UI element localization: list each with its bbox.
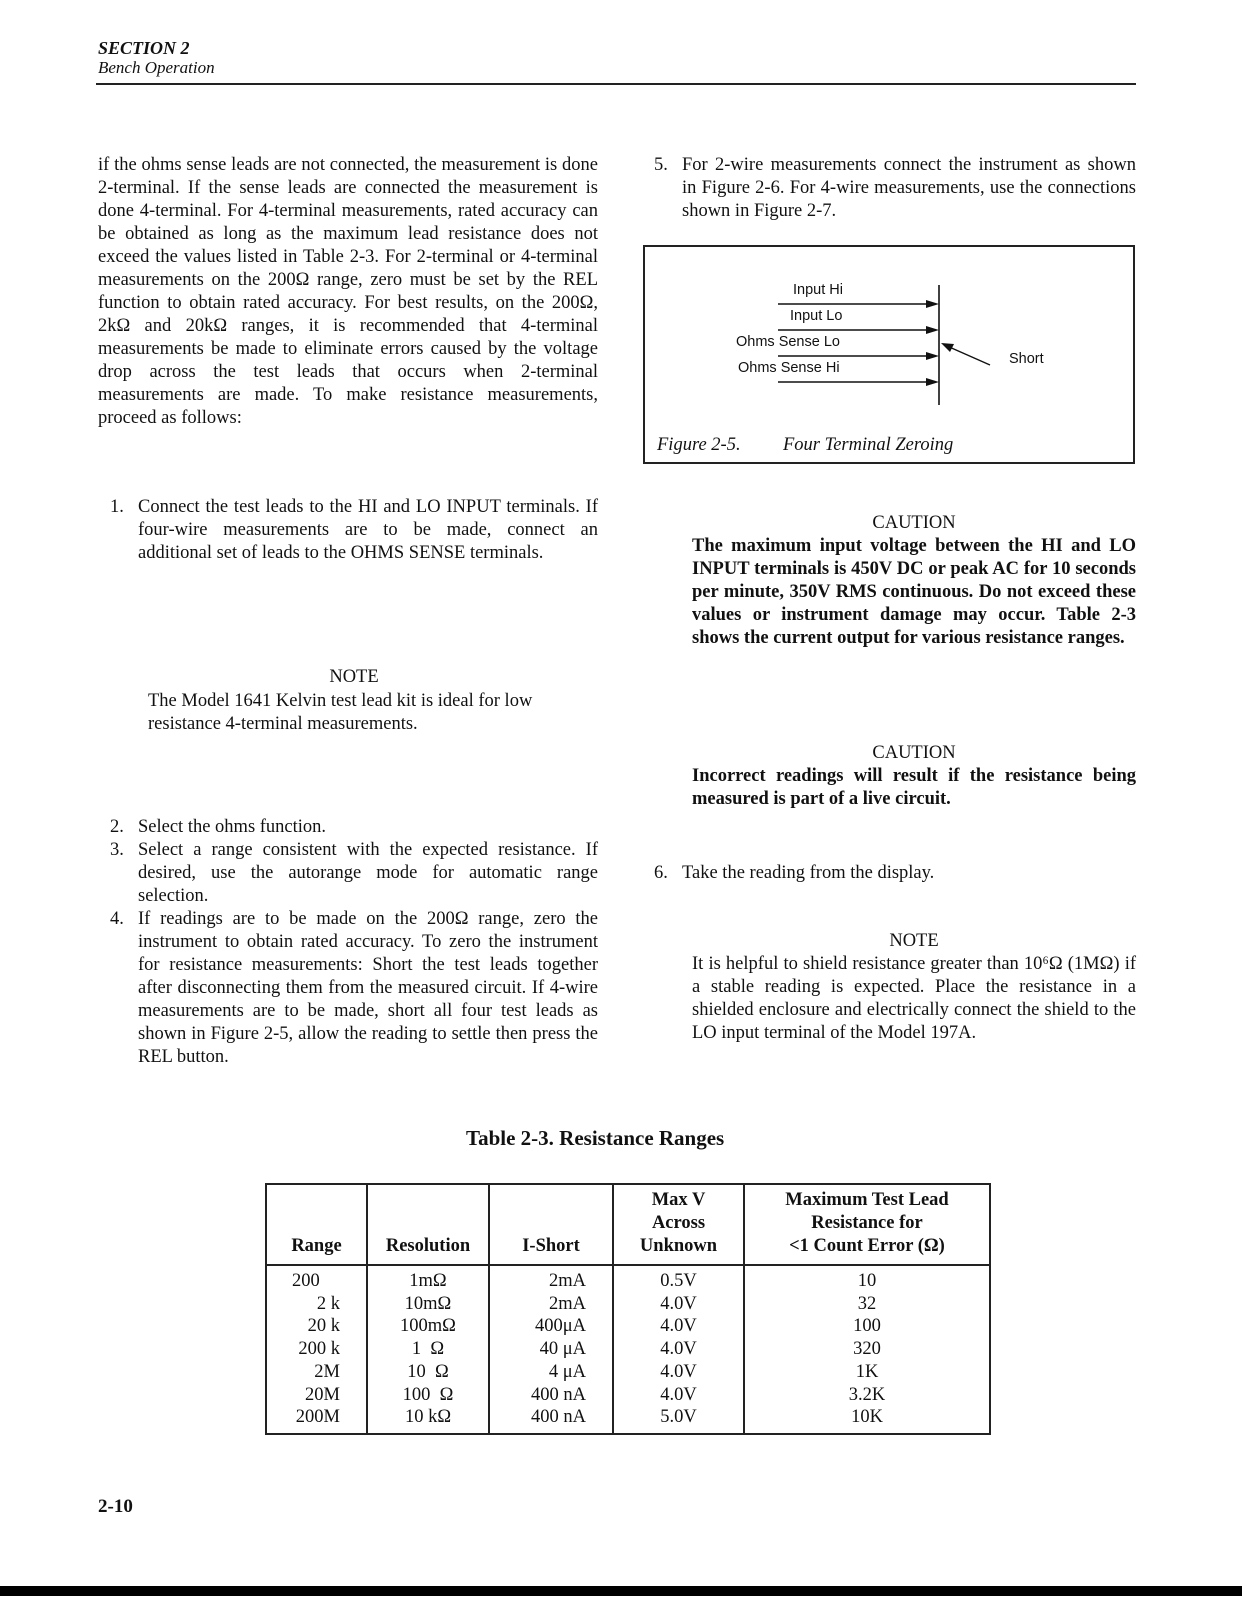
caution-body: Incorrect readings will result if the resistance being measured is part of a live circuit. [692,766,1136,809]
step-number: 5. [654,155,668,175]
step-text: Select a range consistent with the expected resistance. If desired, use the autorange mode for automatic range selection. [138,840,598,906]
caution-title: CAUTION [872,513,956,533]
intro-paragraph: if the ohms sense leads are not connected, the measurement is done 2-terminal. If the sense leads are connected the measurement is done 4-terminal. For 4-terminal measurements, rated accuracy can be obtained as long as the maximum lead resistance does not exceed the values listed in Table 2-3. For 2-terminal or 4-terminal measurements on the 200Ω range, zero must be set by the REL function to obtain rated accuracy. For best results, on the 200Ω, 2kΩ and 20kΩ ranges, it is recommended that 4-terminal measurements be made to eliminate errors caused by the voltage drop across the test leads that occurs when 2-terminal measurements are made. To make resistance measurements, proceed as follows: [98,155,598,428]
step-number: 6. [654,863,668,883]
note-title: NOTE [329,667,379,687]
arrow-icon [926,352,939,360]
four-terminal-diagram [645,247,1133,462]
column-max-v: 0.5V 4.0V 4.0V 4.0V 4.0V 4.0V 5.0V [613,1265,744,1434]
list-item [110,908,598,1068]
footer-rule [0,1586,1242,1596]
column-resolution: 1mΩ 10mΩ 100mΩ 1 Ω 10 Ω 100 Ω 10 kΩ [367,1265,489,1434]
step-text: If readings are to be made on the 200Ω range, zero the instrument to obtain rated accuracy. To zero the instrument for resistance measurements: Short the test leads together after disconnecting them from the measured circuit. If 4-wire measurements are to be made, short all four test leads as shown in Figure 2-5, allow the reading to settle then press the REL button. [138,909,598,1067]
figure-caption-number: Figure 2-5. [657,435,741,455]
table-body [266,1265,990,1434]
arrow-icon [926,300,939,308]
step-number: 4. [110,909,124,929]
arrow-icon [926,326,939,334]
list-item [110,816,598,840]
step-text: Select the ohms function. [138,817,327,837]
section-label: SECTION 2 [98,38,190,58]
figure-label: Ohms Sense Hi [738,360,840,376]
header-max-v: Max V Across Unknown [613,1184,744,1265]
caution-body: The maximum input voltage between the HI and LO INPUT terminals is 450V DC or peak AC for 10 seconds per minute, 350V RMS continuous. Do not exceed these values or instrument damage may occur. Table 2-3 shows the current output for various resistance ranges. [692,536,1136,648]
note-body: The Model 1641 Kelvin test lead kit is ideal for low resistance 4-terminal measurements. [148,691,533,734]
section-subtitle: Bench Operation [98,58,215,77]
figure-label: Input Lo [790,308,843,324]
header-max-lead: Maximum Test Lead Resistance for <1 Count Error (Ω) [744,1184,990,1265]
step-text: Take the reading from the display. [682,863,935,883]
step-number: 2. [110,817,124,837]
table-title: Table 2-3. Resistance Ranges [466,1126,725,1150]
header-rule [96,83,1136,85]
header-range: Range [266,1184,367,1265]
caution-title: CAUTION [872,743,956,763]
table-header-row [266,1184,990,1265]
list-item [654,862,1136,886]
note-title: NOTE [889,931,939,951]
list-item [110,839,598,909]
step-text: For 2-wire measurements connect the instrument as shown in Figure 2-6. For 4-wire measurements, use the connections shown in Figure 2-7. [682,155,1136,221]
resistance-ranges-table [265,1183,991,1435]
arrow-icon [941,343,954,352]
column-max-lead: 10 32 100 320 1K 3.2K 10K [744,1265,990,1434]
step-number: 1. [110,497,124,517]
header-resolution: Resolution [367,1184,489,1265]
column-range: 200 2 k 20 k 200 k 2M 20M 200M [292,1271,340,1428]
step-text: Connect the test leads to the HI and LO INPUT terminals. If four-wire measurements are to be made, connect an additional set of leads to the OHMS SENSE terminals. [138,497,598,563]
list-item [654,154,1136,226]
list-item [110,496,598,576]
header-ishort: I-Short [489,1184,613,1265]
figure-label: Input Hi [793,282,843,298]
arrow-icon [926,378,939,386]
figure-box [643,245,1135,464]
step-number: 3. [110,840,124,860]
figure-caption-text: Four Terminal Zeroing [783,435,954,455]
figure-label: Ohms Sense Lo [736,334,840,350]
short-pointer-line [947,346,990,365]
note-body: It is helpful to shield resistance greater than 10⁶Ω (1MΩ) if a stable reading is expected. Place the resistance in a shielded enclosure and electrically connect the shield to the LO input terminal of the Model 197A. [692,954,1136,1043]
figure-label-short: Short [1009,351,1044,367]
page-number: 2-10 [98,1496,133,1517]
column-ishort: 2mA 2mA 400μA 40 μA 4 μA 400 nA 400 nA [489,1265,613,1434]
